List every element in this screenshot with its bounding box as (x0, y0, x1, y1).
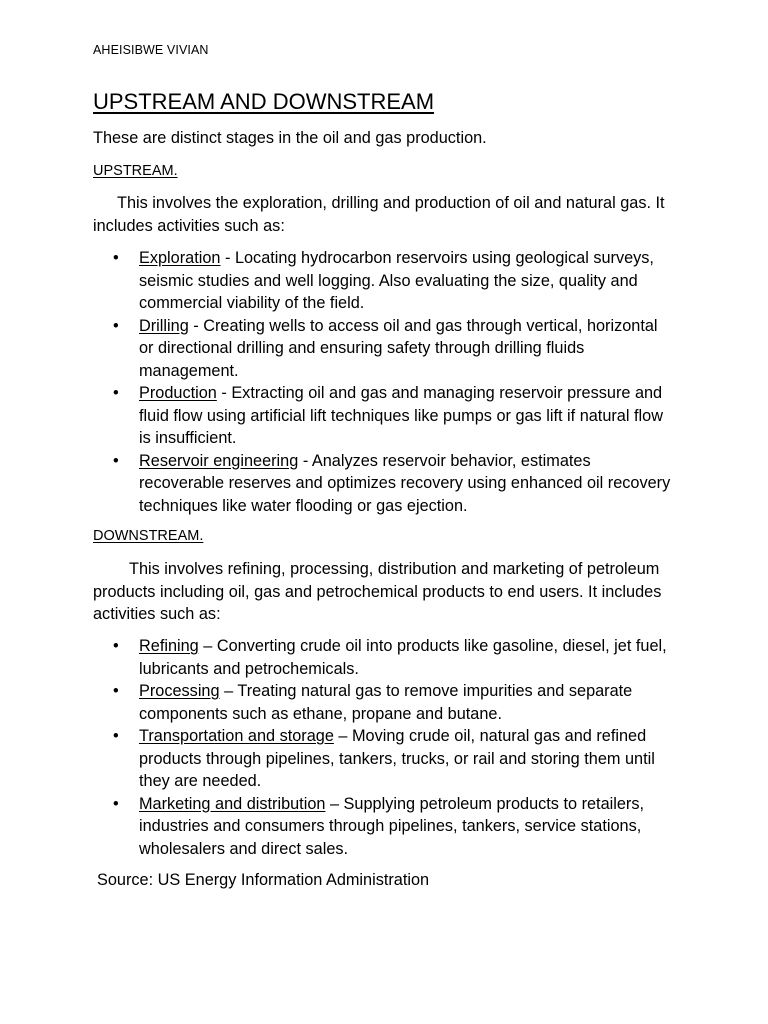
list-item-separator: – (198, 637, 217, 655)
downstream-heading: DOWNSTREAM. (93, 528, 204, 544)
list-item-text: Analyzes reservoir behavior, estimates recoverable reserves and optimizes recovery using enhanced oil recovery techniques like water flooding or gas ejection. (139, 451, 671, 515)
list-item-text: Supplying petroleum products to retailers, industries and consumers through pipelines, tankers, service stations, wholesalers and direct sales. (139, 794, 645, 858)
bullet-icon: • (113, 794, 119, 813)
list-item (93, 450, 675, 518)
bullet-icon: • (113, 384, 119, 402)
list-item-term: Exploration (139, 249, 221, 267)
list-item (93, 793, 675, 861)
list-item-term: Processing (139, 682, 220, 700)
list-item-text: Moving crude oil, natural gas and refined products through pipelines, tankers, trucks, or rail and storing them until they are needed. (139, 727, 655, 790)
list-item-separator: - (216, 384, 232, 402)
list-item-term: Reservoir engineering (139, 451, 299, 470)
source-citation: Source: US Energy Information Administration (97, 871, 430, 889)
list-item-text: Converting crude oil into products like gasoline, diesel, jet fuel, lubricants and petrochemicals. (139, 637, 667, 678)
list-item-term: Drilling (139, 316, 189, 335)
list-item (93, 247, 675, 315)
downstream-paragraph-text: This involves refining, processing, distribution and marketing of petroleum products including oil, gas and petrochemical products to end users. It includes activities such as: (93, 560, 662, 623)
list-item (93, 315, 675, 383)
list-item-separator: – (219, 682, 238, 700)
list-item-separator: - (220, 249, 235, 267)
list-item (93, 382, 675, 450)
list-item-term: Marketing and distribution (139, 794, 326, 813)
document-title: UPSTREAM AND DOWNSTREAM (93, 89, 435, 114)
list-item-separator: – (325, 794, 344, 813)
bullet-icon: • (113, 727, 119, 745)
bullet-icon: • (113, 682, 119, 700)
list-item-term: Production (139, 384, 217, 402)
list-item-text: Creating wells to access oil and gas through vertical, horizontal or directional drilling and ensuring safety through drilling fluids management. (139, 316, 658, 380)
list-item-separator: - (188, 316, 204, 335)
bullet-icon: • (113, 316, 119, 335)
downstream-paragraph (93, 558, 678, 626)
bullet-icon: • (113, 637, 119, 655)
bullet-icon: • (113, 249, 119, 267)
downstream-list (93, 635, 683, 860)
bullet-icon: • (113, 451, 119, 470)
upstream-heading: UPSTREAM. (93, 163, 178, 179)
list-item-text: Treating natural gas to remove impurities and separate components such as ethane, propane and butane. (139, 682, 633, 723)
list-item (93, 635, 675, 680)
list-item-separator: – (333, 727, 352, 745)
upstream-list (93, 247, 683, 517)
author-name: AHEISIBWE VIVIAN (93, 43, 209, 57)
list-item-term: Transportation and storage (139, 727, 334, 745)
list-item-text: Locating hydrocarbon reservoirs using geological surveys, seismic studies and well logging. Also evaluating the size, quality and commercial viability of the field. (139, 249, 654, 312)
upstream-paragraph (93, 192, 678, 237)
list-item-text: Extracting oil and gas and managing reservoir pressure and fluid flow using artificial lift techniques like pumps or gas lift if natural flow is insufficient. (139, 384, 663, 447)
upstream-paragraph-text: This involves the exploration, drilling and production of oil and natural gas. It includes activities such as: (93, 194, 665, 235)
list-item-separator: - (298, 451, 312, 470)
list-item (93, 725, 675, 793)
list-item-term: Refining (139, 637, 199, 655)
intro-paragraph: These are distinct stages in the oil and gas production. (93, 129, 487, 147)
list-item (93, 680, 675, 725)
